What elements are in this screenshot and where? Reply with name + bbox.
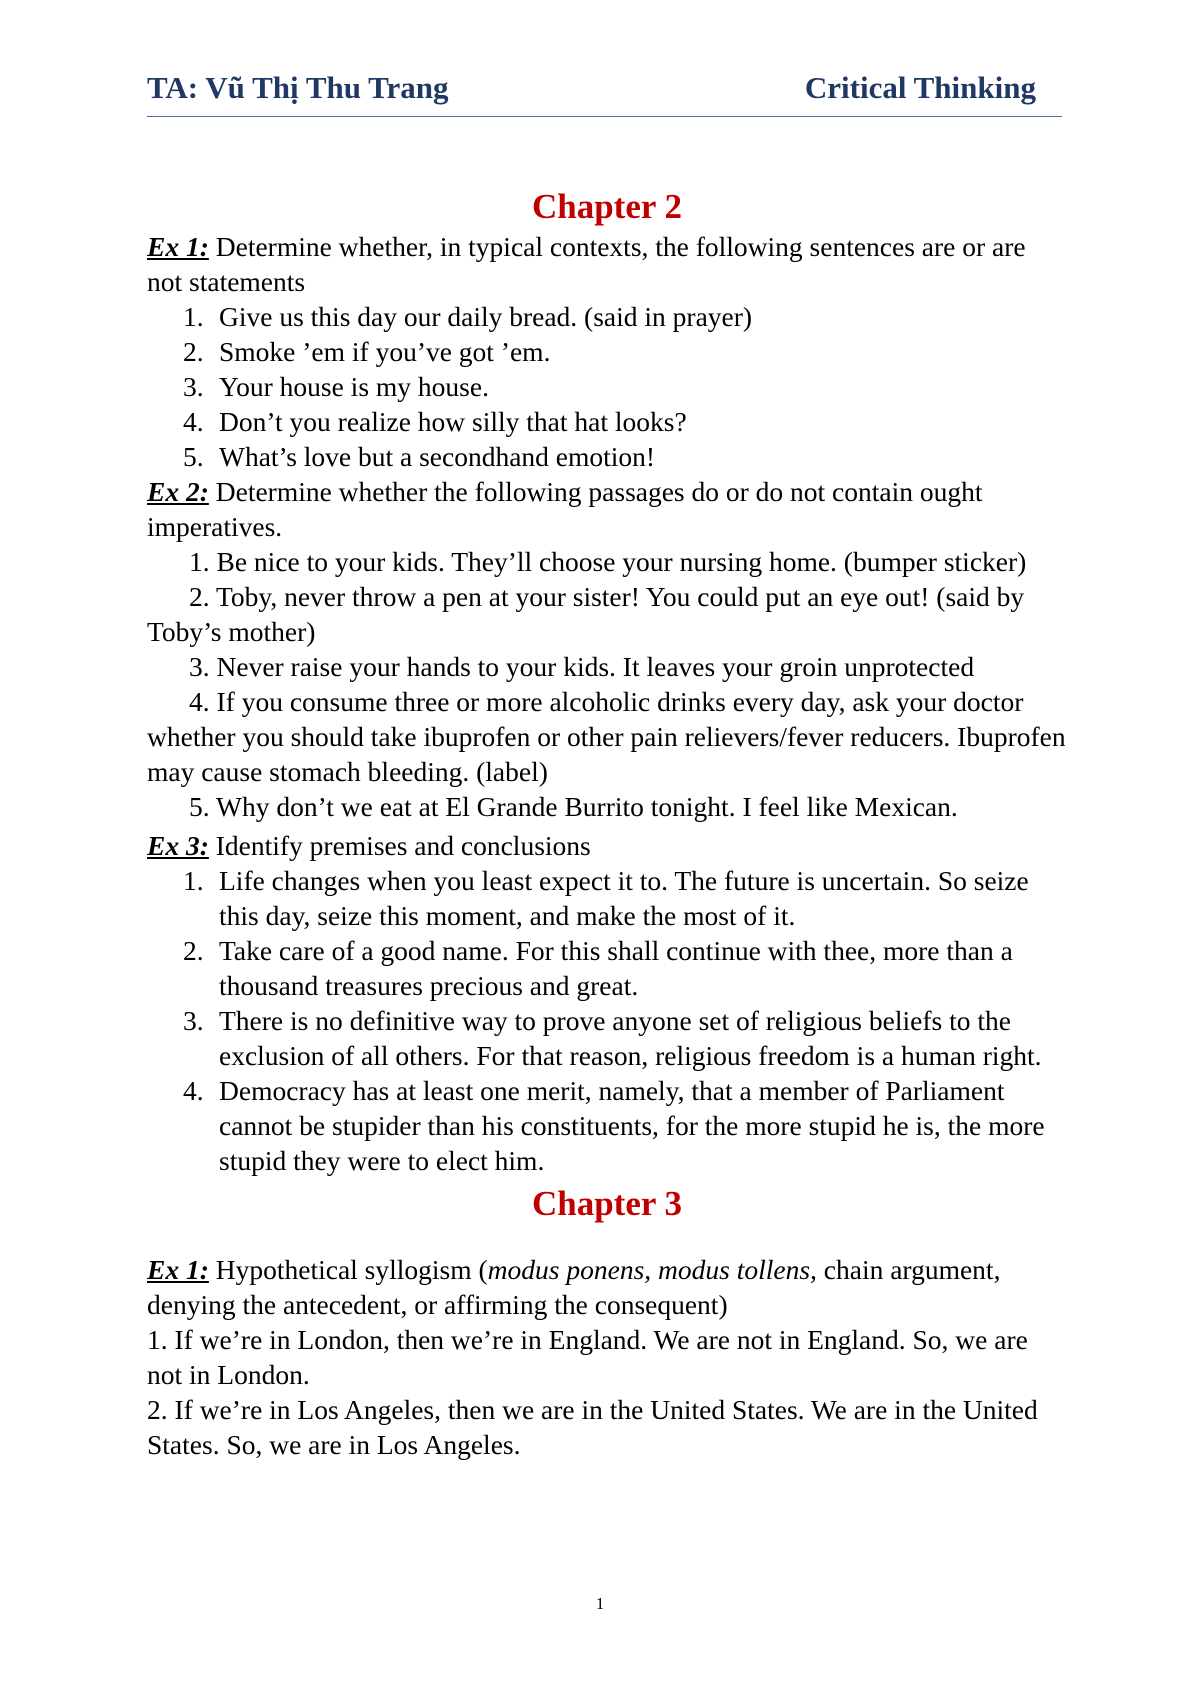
ex2-item-3: 3. Never raise your hands to your kids. It leaves your groin unprotected [189,651,975,682]
list-item [147,299,1067,334]
list-text: Take care of a good name. For this shall continue with thee, more than a thousand treasures precious and great. [219,935,1013,1001]
ex2-item-2: 2. Toby, never throw a pen at your sister! You could put an eye out! (said by Toby’s mother) [147,581,1025,647]
list-number: 4. [183,406,204,437]
ch3-ex1-text-b: chain argument, denying the antecedent, or affirming the consequent) [147,1254,1001,1320]
list-number: 2. [183,336,204,367]
ex3-instruction [147,828,1067,863]
ex3-label: Ex 3: [147,830,209,861]
list-item [147,334,1067,369]
list-number: 3. [183,371,204,402]
list-text: Give us this day our daily bread. (said in prayer) [219,301,753,332]
list-text: Don’t you realize how silly that hat looks? [219,406,687,437]
chapter-2-title: Chapter 2 [531,187,683,226]
ex2-text: Determine whether the following passages do or do not contain ought imperatives. [147,476,983,542]
ex2-instruction [147,474,1067,544]
header-course-title: Critical Thinking [804,70,1036,105]
list-text: There is no definitive way to prove anyone set of religious beliefs to the exclusion of all others. For that reason, religious freedom is a human right. [219,1005,1042,1071]
ex1-list [147,299,1067,474]
list-number: 1. [183,865,204,896]
ch3-ex1-item-1: 1. If we’re in London, then we’re in England. We are not in England. So, we are not in London. [147,1324,1028,1390]
list-number: 4. [183,1075,204,1106]
document-body [147,185,1067,1462]
ex1-text: Determine whether, in typical contexts, the following sentences are or are not statements [147,231,1026,297]
list-text: Democracy has at least one merit, namely, that a member of Parliament cannot be stupider than his constituents, for the more stupid he is, the more stupid they were to elect him. [219,1075,1045,1176]
list-number: 3. [183,1005,204,1036]
list-number: 1. [183,301,204,332]
list-item [147,439,1067,474]
page-header [147,70,1062,117]
ch3-ex1-text-italic: modus ponens, modus tollens, [487,1254,817,1285]
list-item [147,1003,1067,1073]
ch3-ex1-instruction [147,1252,1067,1322]
ex2-label: Ex 2: [147,476,209,507]
list-text: What’s love but a secondhand emotion! [219,441,656,472]
header-ta-name: TA: Vũ Thị Thu Trang [147,70,449,105]
page-number: 1 [595,1594,605,1613]
list-number: 5. [183,441,204,472]
list-item [147,1073,1067,1178]
list-item [147,863,1067,933]
ex3-text: Identify premises and conclusions [208,830,591,861]
list-text: Your house is my house. [219,371,489,402]
ex2-item-1: 1. Be nice to your kids. They’ll choose your nursing home. (bumper sticker) [189,546,1027,577]
list-text: Life changes when you least expect it to. The future is uncertain. So seize this day, seize this moment, and make the most of it. [219,865,1029,931]
list-text: Smoke ’em if you’ve got ’em. [219,336,551,367]
ex3-list [147,863,1067,1178]
list-item [147,404,1067,439]
ex1-instruction [147,229,1067,299]
ex1-label: Ex 1: [147,231,209,262]
list-number: 2. [183,935,204,966]
ch3-ex1-item-2: 2. If we’re in Los Angeles, then we are in the United States. We are in the United States. So, we are in Los Angeles. [147,1394,1038,1460]
ex2-item-4: 4. If you consume three or more alcoholic drinks every day, ask your doctor whether you should take ibuprofen or other pain relievers/fever reducers. Ibuprofen may cause stomach bleeding. (label) [147,686,1066,787]
chapter-3-title: Chapter 3 [531,1184,683,1223]
list-item [147,933,1067,1003]
ch3-ex1-label: Ex 1: [147,1254,209,1285]
ch3-ex1-text-a: Hypothetical syllogism ( [208,1254,488,1285]
ex2-item-5: 5. Why don’t we eat at El Grande Burrito tonight. I feel like Mexican. [189,791,958,822]
list-item [147,369,1067,404]
